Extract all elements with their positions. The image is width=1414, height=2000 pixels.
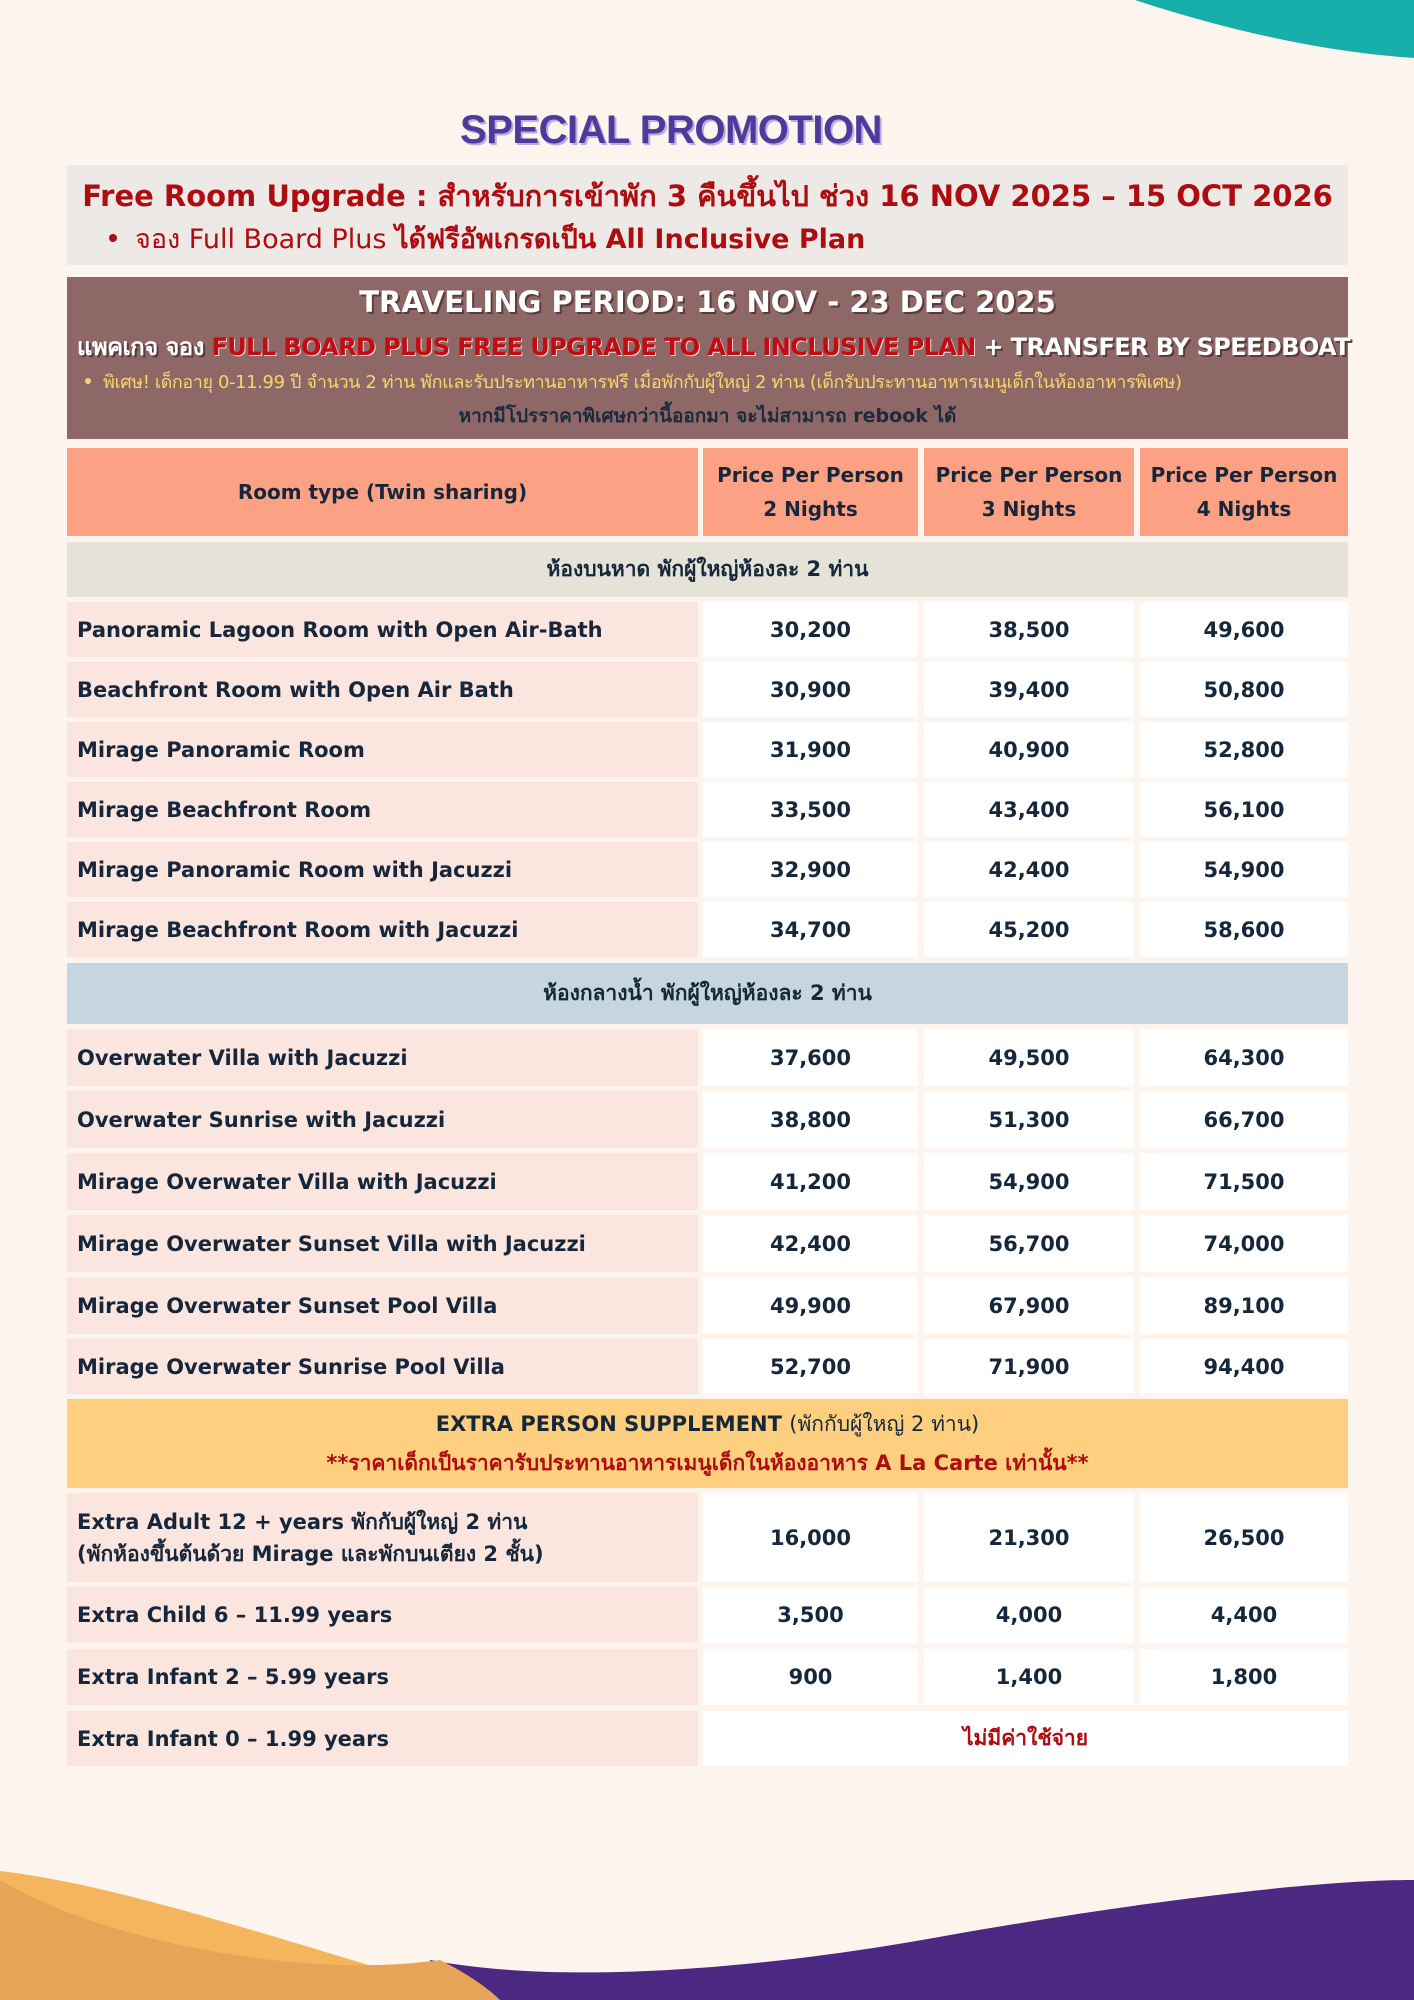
price-2-nights: 38,800 xyxy=(703,1091,918,1148)
price-4-nights: 66,700 xyxy=(1140,1091,1348,1148)
column-header-3-nights xyxy=(924,448,1134,536)
table-row xyxy=(67,1277,1348,1334)
room-name: Mirage Beachfront Room xyxy=(67,782,698,837)
free-of-charge-label: ไม่มีค่าใช้จ่าย xyxy=(703,1711,1348,1766)
price-3-nights: 45,200 xyxy=(924,902,1134,957)
column-header-label: Price Per Person xyxy=(717,463,904,487)
table-row xyxy=(67,662,1348,717)
column-header-room-type xyxy=(67,448,698,536)
room-name: Mirage Overwater Sunrise Pool Villa xyxy=(67,1339,698,1394)
room-name: Beachfront Room with Open Air Bath xyxy=(67,662,698,717)
price-4-nights: 58,600 xyxy=(1140,902,1348,957)
table-row xyxy=(67,602,1348,657)
price-4-nights: 1,800 xyxy=(1140,1649,1348,1705)
price-2-nights: 3,500 xyxy=(703,1587,918,1643)
price-2-nights: 37,600 xyxy=(703,1029,918,1086)
package-line xyxy=(77,327,1348,366)
bullet-bold-text: ได้ฟรีอัพเกรดเป็น All Inclusive Plan xyxy=(395,224,866,255)
bullet-prefix: จอง Full Board Plus xyxy=(135,224,387,255)
room-name: Mirage Overwater Villa with Jacuzzi xyxy=(67,1153,698,1210)
price-3-nights: 54,900 xyxy=(924,1153,1134,1210)
package-suffix: + TRANSFER BY SPEEDBOAT xyxy=(983,333,1350,361)
price-2-nights: 49,900 xyxy=(703,1277,918,1334)
bottom-right-wave-shape xyxy=(430,1880,1414,2000)
package-highlight: FULL BOARD PLUS FREE UPGRADE TO ALL INCLUSIVE PLAN xyxy=(211,333,976,361)
top-right-wave-shape xyxy=(1135,0,1414,58)
table-row xyxy=(67,1339,1348,1394)
extra-person-title-thin: (พักกับผู้ใหญ่ 2 ท่าน) xyxy=(789,1411,980,1436)
price-3-nights: 4,000 xyxy=(924,1587,1134,1643)
room-name: Mirage Overwater Sunset Pool Villa xyxy=(67,1277,698,1334)
table-row xyxy=(67,902,1348,957)
column-header-4-nights xyxy=(1140,448,1348,536)
price-3-nights: 42,400 xyxy=(924,842,1134,897)
price-4-nights: 89,100 xyxy=(1140,1277,1348,1334)
price-4-nights: 71,500 xyxy=(1140,1153,1348,1210)
table-row xyxy=(67,842,1348,897)
table-row xyxy=(67,1091,1348,1148)
price-3-nights: 39,400 xyxy=(924,662,1134,717)
price-4-nights: 52,800 xyxy=(1140,722,1348,777)
room-name: Overwater Villa with Jacuzzi xyxy=(67,1029,698,1086)
price-3-nights: 43,400 xyxy=(924,782,1134,837)
price-3-nights: 21,300 xyxy=(924,1493,1134,1582)
table-header-row xyxy=(67,448,1348,536)
traveling-period-title: TRAVELING PERIOD: 16 NOV - 23 DEC 2025 xyxy=(359,285,1056,319)
room-name: Mirage Panoramic Room xyxy=(67,722,698,777)
child-free-note-text: พิเศษ! เด็กอายุ 0-11.99 ปี จำนวน 2 ท่าน พักและรับประทานอาหารฟรี เมื่อพักกับผู้ใหญ่ 2 ท่าน (เด็กรับประทานอาหารเมนูเด็กในห้องอาหารพิเศษ) xyxy=(103,372,1182,393)
price-2-nights: 32,900 xyxy=(703,842,918,897)
extra-person-title-bold: EXTRA PERSON SUPPLEMENT xyxy=(435,1411,782,1436)
price-2-nights: 41,200 xyxy=(703,1153,918,1210)
table-row xyxy=(67,722,1348,777)
price-4-nights: 54,900 xyxy=(1140,842,1348,897)
price-3-nights: 49,500 xyxy=(924,1029,1134,1086)
price-2-nights: 34,700 xyxy=(703,902,918,957)
price-2-nights: 42,400 xyxy=(703,1215,918,1272)
price-2-nights: 30,900 xyxy=(703,662,918,717)
bottom-left-wave-dark xyxy=(0,1880,500,2000)
child-free-note xyxy=(85,367,1348,396)
price-4-nights: 64,300 xyxy=(1140,1029,1348,1086)
free-upgrade-headline: Free Room Upgrade : สำหรับการเข้าพัก 3 คืนขึ้นไป ช่วง 16 NOV 2025 – 15 OCT 2026 xyxy=(82,179,1333,213)
table-row xyxy=(67,1649,1348,1705)
extra-type: Extra Child 6 – 11.99 years xyxy=(67,1587,698,1643)
price-3-nights: 40,900 xyxy=(924,722,1134,777)
extra-person-note: **ราคาเด็กเป็นราคารับประทานอาหารเมนูเด็กในห้องอาหาร A La Carte เท่านั้น** xyxy=(326,1450,1089,1475)
bullet-icon xyxy=(109,234,117,242)
bottom-left-wave-light xyxy=(0,1871,500,2000)
price-4-nights: 49,600 xyxy=(1140,602,1348,657)
price-3-nights: 38,500 xyxy=(924,602,1134,657)
extra-type-line2: (พักห้องขึ้นต้นด้วย Mirage และพักบนเตียง 2 ชั้น) xyxy=(77,1541,544,1566)
extra-type: Extra Infant 2 – 5.99 years xyxy=(67,1649,698,1705)
price-2-nights: 52,700 xyxy=(703,1339,918,1394)
section-header-beach-rooms: ห้องบนหาด พักผู้ใหญ่ห้องละ 2 ท่าน xyxy=(67,542,1348,597)
price-3-nights: 51,300 xyxy=(924,1091,1134,1148)
price-2-nights: 900 xyxy=(703,1649,918,1705)
price-4-nights: 74,000 xyxy=(1140,1215,1348,1272)
section-header-overwater-rooms: ห้องกลางน้ำ พักผู้ใหญ่ห้องละ 2 ท่าน xyxy=(67,963,1348,1024)
room-name: Overwater Sunrise with Jacuzzi xyxy=(67,1091,698,1148)
column-header-label: Room type (Twin sharing) xyxy=(237,480,528,504)
price-4-nights: 94,400 xyxy=(1140,1339,1348,1394)
table-row xyxy=(67,782,1348,837)
section-header-extra-person xyxy=(67,1399,1348,1488)
column-header-2-nights xyxy=(703,448,918,536)
price-4-nights: 4,400 xyxy=(1140,1587,1348,1643)
table-row xyxy=(67,1493,1348,1582)
price-4-nights: 26,500 xyxy=(1140,1493,1348,1582)
bullet-icon xyxy=(85,378,91,384)
price-2-nights: 31,900 xyxy=(703,722,918,777)
price-3-nights: 56,700 xyxy=(924,1215,1134,1272)
price-2-nights: 33,500 xyxy=(703,782,918,837)
price-3-nights: 71,900 xyxy=(924,1339,1134,1394)
table-row xyxy=(67,1587,1348,1643)
price-3-nights: 1,400 xyxy=(924,1649,1134,1705)
free-upgrade-banner xyxy=(67,165,1348,265)
price-3-nights: 67,900 xyxy=(924,1277,1134,1334)
extra-type: Extra Infant 0 – 1.99 years xyxy=(67,1711,698,1766)
column-header-label: Price Per Person xyxy=(935,463,1123,487)
column-header-sublabel: 3 Nights xyxy=(981,497,1077,521)
price-4-nights: 50,800 xyxy=(1140,662,1348,717)
free-upgrade-bullet xyxy=(109,217,865,260)
rebook-note: หากมีโปรราคาพิเศษกว่านี้ออกมา จะไม่สามารถ rebook ได้ xyxy=(458,405,957,427)
room-name: Panoramic Lagoon Room with Open Air-Bath xyxy=(67,602,698,657)
price-4-nights: 56,100 xyxy=(1140,782,1348,837)
page-title: SPECIAL PROMOTION xyxy=(460,108,882,152)
traveling-period-banner xyxy=(67,277,1348,439)
price-2-nights: 16,000 xyxy=(703,1493,918,1582)
room-name: Mirage Panoramic Room with Jacuzzi xyxy=(67,842,698,897)
column-header-label: Price Per Person xyxy=(1150,463,1338,487)
table-row xyxy=(67,1711,1348,1766)
price-2-nights: 30,200 xyxy=(703,602,918,657)
room-name: Mirage Overwater Sunset Villa with Jacuzzi xyxy=(67,1215,698,1272)
column-header-sublabel: 2 Nights xyxy=(763,497,858,521)
room-name: Mirage Beachfront Room with Jacuzzi xyxy=(67,902,698,957)
table-row xyxy=(67,1029,1348,1086)
package-prefix: แพคเกจ จอง xyxy=(77,333,204,361)
table-row xyxy=(67,1153,1348,1210)
extra-type xyxy=(67,1493,698,1582)
extra-type-line1: Extra Adult 12 + years พักกับผู้ใหญ่ 2 ท่าน xyxy=(77,1509,528,1534)
table-row xyxy=(67,1215,1348,1272)
extra-person-title xyxy=(436,1408,980,1441)
column-header-sublabel: 4 Nights xyxy=(1196,497,1292,521)
